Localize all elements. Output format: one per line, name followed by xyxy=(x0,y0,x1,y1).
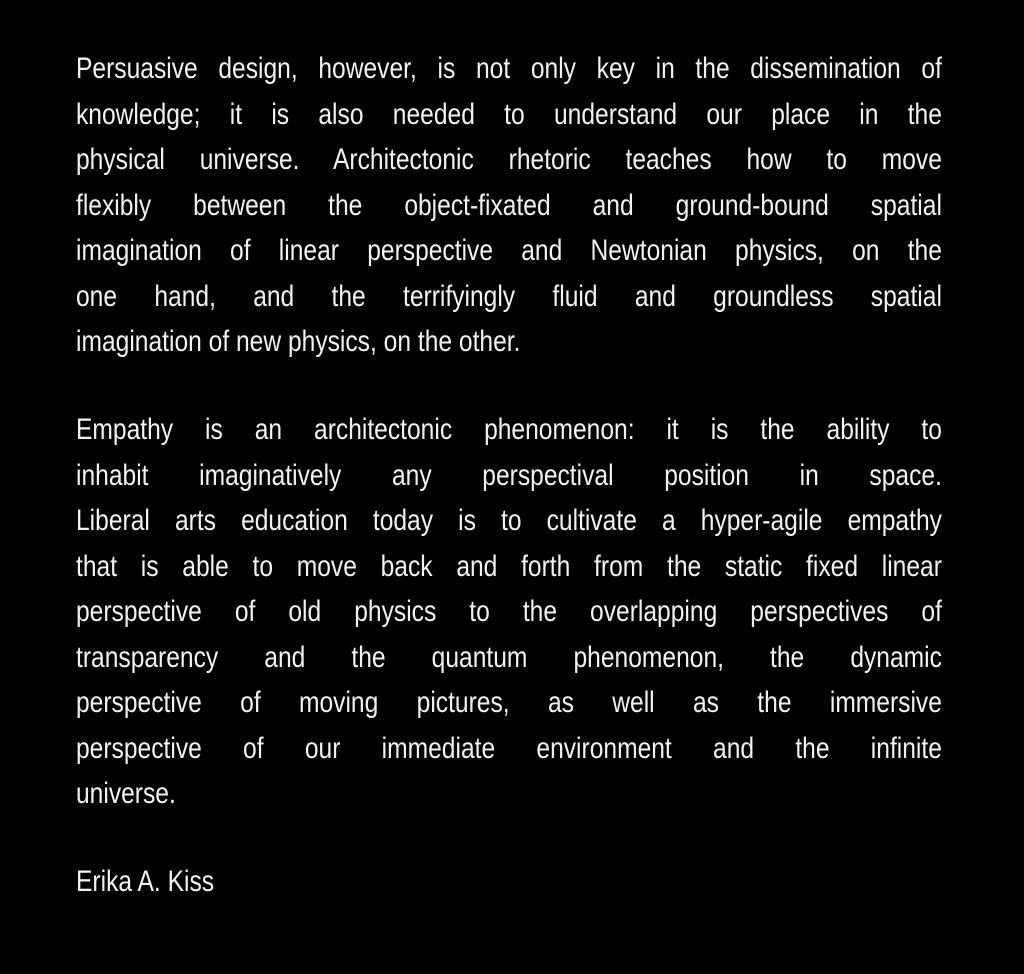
text-line: universe. xyxy=(76,777,176,810)
text-line: imagination of linear perspective and Newtonian physics, on the xyxy=(76,234,942,267)
text-line: knowledge; it is also needed to understand our place in the xyxy=(76,97,942,131)
author-signature: Erika A. Kiss xyxy=(76,865,215,898)
text-line: Empathy is an architectonic phenomenon: it is the ability to xyxy=(76,413,942,446)
text-line: one hand, and the terrifyingly fluid and groundless spatial xyxy=(76,279,942,313)
text-line: inhabit imaginatively any perspectival position in space. xyxy=(76,458,942,492)
text-line: Liberal arts education today is to cultivate a hyper-agile empathy xyxy=(76,504,942,537)
text-line: perspective of old physics to the overlapping perspectives of xyxy=(76,595,942,628)
text-line: that is able to move back and forth from the static fixed linear xyxy=(76,549,942,583)
text-line: perspective of moving pictures, as well as the immersive xyxy=(76,686,942,719)
text-line: perspective of our immediate environment and the infinite xyxy=(76,731,942,765)
paragraph-persuasive-design xyxy=(76,46,942,365)
text-line: transparency and the quantum phenomenon, the dynamic xyxy=(76,640,942,674)
text-line: Persuasive design, however, is not only key in the dissemination of xyxy=(76,52,942,85)
text-line: imagination of new physics, on the other. xyxy=(76,325,521,358)
signature-block xyxy=(76,861,942,903)
paragraph-empathy xyxy=(76,407,942,817)
text-line: flexibly between the object-fixated and ground-bound spatial xyxy=(76,188,942,222)
text-line: physical universe. Architectonic rhetoric teaches how to move xyxy=(76,143,942,176)
